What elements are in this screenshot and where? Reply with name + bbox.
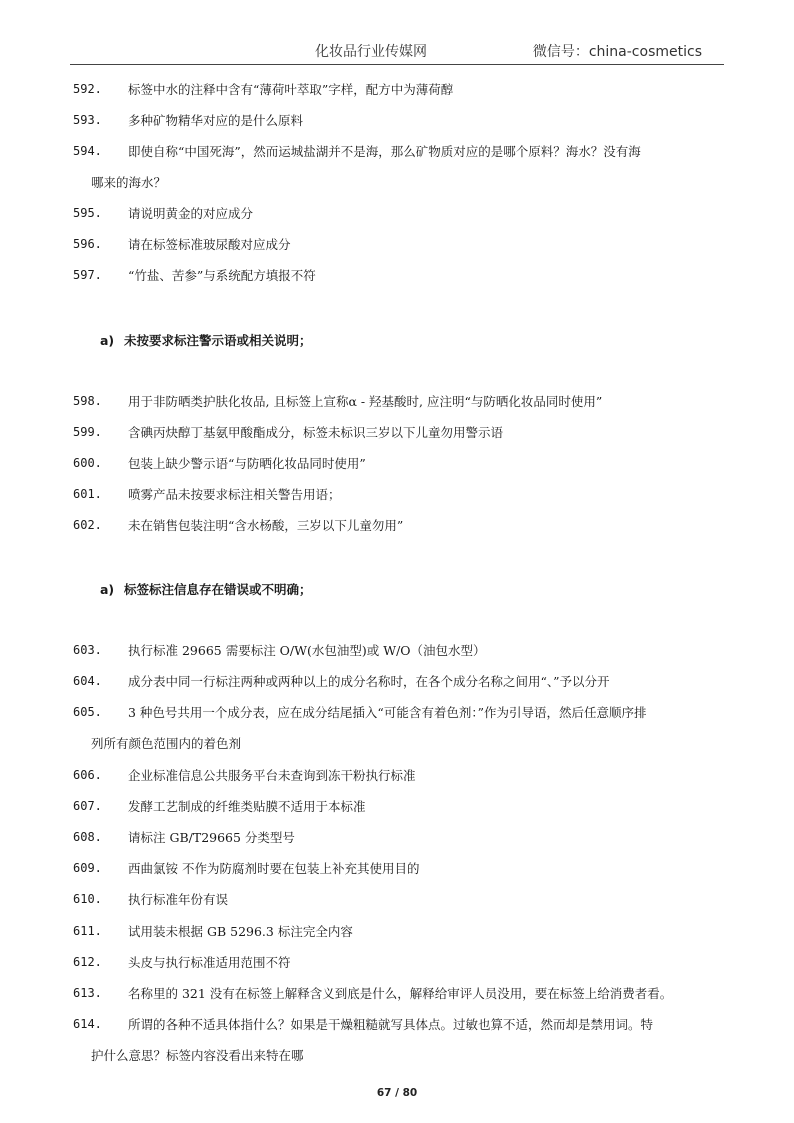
item-text-continued: 列所有颜色范围内的着色剂 <box>91 736 242 751</box>
item-number: 593. <box>73 113 102 127</box>
item-text: 西曲氯铵 不作为防腐剂时要在包装上补充其使用目的 <box>128 861 420 876</box>
page-number: 67 / 80 <box>376 1087 418 1099</box>
item-text: 即使自称“中国死海”，然而运城盐湖并不是海，那么矿物质对应的是哪个原料？海水？没有海 <box>128 144 641 159</box>
item-number: 596. <box>73 237 102 251</box>
section-marker: a) <box>100 582 115 597</box>
item-number: 599. <box>73 425 102 439</box>
item-number: 603. <box>73 643 102 657</box>
item-text: 喷雾产品未按要求标注相关警告用语； <box>128 487 341 502</box>
item-text: 名称里的 321 没有在标签上解释含义到底是什么，解释给审评人员没用，要在标签上给消费者看。 <box>128 986 673 1001</box>
item-text: 请在标签标准玻尿酸对应成分 <box>128 237 291 252</box>
section-heading <box>100 331 312 349</box>
item-number: 614. <box>73 1017 102 1031</box>
item-text: “竹盐、苦参”与系统配方填报不符 <box>128 268 316 283</box>
section-heading <box>100 580 312 598</box>
section-marker: a) <box>100 333 115 348</box>
item-text-continued: 护什么意思？标签内容没看出来特在哪 <box>91 1048 304 1063</box>
page-header <box>70 40 724 65</box>
item-text: 试用装未根据 GB 5296.3 标注完全内容 <box>128 924 353 939</box>
item-text: 执行标准 29665 需要标注 O/W(水包油型)或 W/O（油包水型） <box>128 643 486 658</box>
item-text-continued: 哪来的海水？ <box>91 175 167 190</box>
site-name: 化妆品行业传媒网 <box>315 44 427 60</box>
item-number: 611. <box>73 924 102 938</box>
wechat-id: 微信号：china-cosmetics <box>532 44 702 60</box>
item-text: 执行标准年份有误 <box>128 892 229 907</box>
section-heading-text: 标签标注信息存在错误或不明确； <box>124 582 312 597</box>
item-number: 609. <box>73 861 102 875</box>
item-number: 592. <box>73 82 102 96</box>
item-text: 所谓的各种不适具体指什么？如果是干燥粗糙就写具体点。过敏也算不适，然而却是禁用词。特 <box>128 1017 654 1032</box>
item-number: 602. <box>73 518 102 532</box>
item-text: 含碘丙炔醇丁基氨甲酸酯成分，标签未标识三岁以下儿童勿用警示语 <box>128 425 504 440</box>
item-text: 标签中水的注释中含有“薄荷叶萃取”字样，配方中为薄荷醇 <box>128 82 454 97</box>
item-text: 请说明黄金的对应成分 <box>128 206 254 221</box>
item-number: 612. <box>73 955 102 969</box>
item-text: 未在销售包装注明“含水杨酸，三岁以下儿童勿用” <box>128 518 404 533</box>
item-number: 613. <box>73 986 102 1000</box>
item-text: 请标注 GB/T29665 分类型号 <box>128 830 295 845</box>
item-number: 598. <box>73 394 102 408</box>
item-text: 用于非防晒类护肤化妆品, 且标签上宣称α - 羟基酸时, 应注明“与防晒化妆品同时使用” <box>128 394 603 409</box>
section-heading-text: 未按要求标注警示语或相关说明； <box>124 333 312 348</box>
item-text: 包装上缺少警示语“与防晒化妆品同时使用” <box>128 456 366 471</box>
item-number: 605. <box>73 705 102 719</box>
item-number: 604. <box>73 674 102 688</box>
item-number: 597. <box>73 268 102 282</box>
item-number: 595. <box>73 206 102 220</box>
item-number: 607. <box>73 799 102 813</box>
item-number: 606. <box>73 768 102 782</box>
item-text: 3 种色号共用一个成分表，应在成分结尾插入“可能含有着色剂：”作为引导语，然后任意顺序排 <box>128 705 647 720</box>
item-number: 601. <box>73 487 102 501</box>
item-text: 发酵工艺制成的纤维类贴膜不适用于本标准 <box>128 799 366 814</box>
item-text: 企业标准信息公共服务平台未查询到冻干粉执行标准 <box>128 768 416 783</box>
item-number: 610. <box>73 892 102 906</box>
item-number: 608. <box>73 830 102 844</box>
item-number: 594. <box>73 144 102 158</box>
item-text: 多种矿物精华对应的是什么原料 <box>128 113 304 128</box>
item-number: 600. <box>73 456 102 470</box>
item-text: 成分表中同一行标注两种或两种以上的成分名称时，在各个成分名称之间用“、”予以分开 <box>128 674 610 689</box>
item-text: 头皮与执行标准适用范围不符 <box>128 955 291 970</box>
